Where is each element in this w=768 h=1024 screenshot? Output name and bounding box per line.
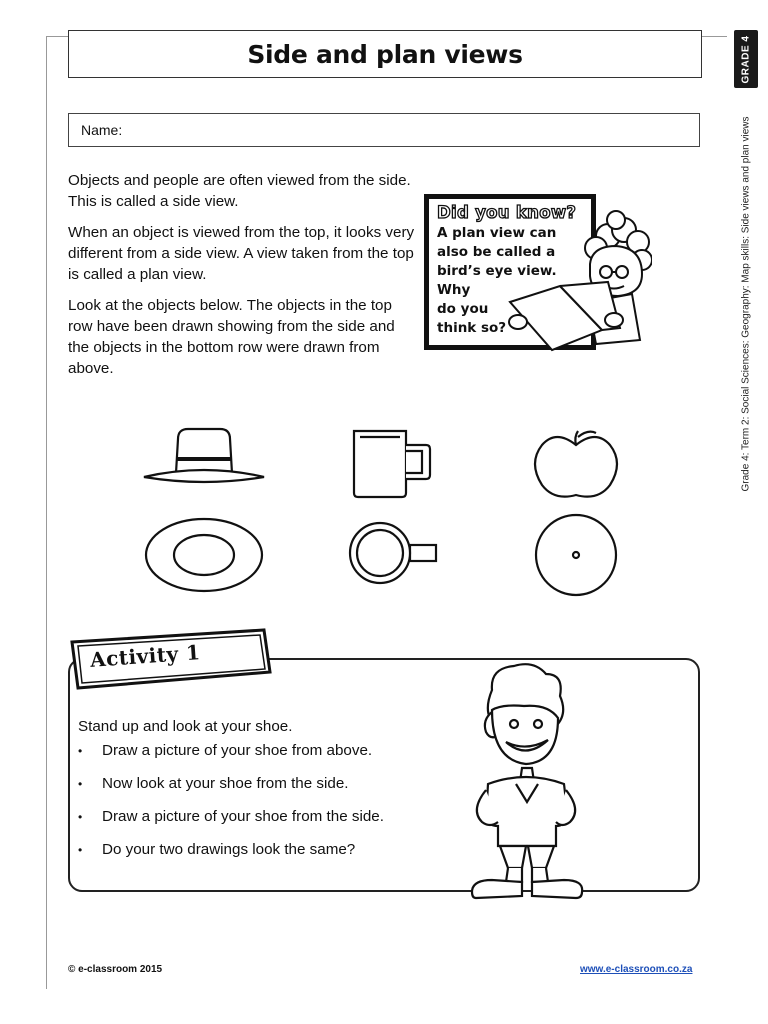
did-you-know-line: do you: [437, 301, 489, 317]
objects-illustration: [130, 415, 650, 605]
list-item-text: Now look at your shoe from the side.: [102, 775, 349, 792]
bullet-icon: •: [78, 843, 83, 857]
did-you-know-line: think so?: [437, 320, 507, 336]
list-item: [78, 775, 384, 808]
list-item: [78, 808, 384, 841]
intro-paragraph: Objects and people are often viewed from the side. This is called a side view.: [68, 172, 411, 210]
did-you-know-line: Why: [437, 282, 471, 298]
side-note: [738, 98, 754, 510]
footer-copyright: © e-classroom 2015: [68, 964, 163, 975]
did-you-know-heading: Did you know?: [437, 203, 577, 222]
list-item-text: Draw a picture of your shoe from the side.: [102, 808, 384, 825]
mug-side-icon: [354, 431, 430, 497]
list-item: [78, 841, 384, 874]
did-you-know-line: bird’s eye view.: [437, 263, 557, 279]
title-box: [68, 30, 702, 78]
hat-plan-icon: [146, 519, 262, 591]
name-field[interactable]: [68, 113, 700, 147]
activity-title: Activity 1: [89, 640, 202, 672]
did-you-know-line: A plan view can: [437, 225, 557, 241]
apple-plan-icon: [536, 515, 616, 595]
bullet-icon: •: [78, 810, 83, 824]
intro-paragraph: Look at the objects below. The objects in the top row have been drawn showing from the side and the objects in the bottom row were drawn from above.: [68, 297, 395, 377]
activity-list: [78, 742, 384, 874]
activity-label: [68, 628, 272, 690]
apple-side-icon: [535, 431, 617, 497]
grade-tab-label: GRADE 4: [740, 35, 752, 83]
bullet-icon: •: [78, 744, 83, 758]
intro-text: [68, 170, 418, 389]
list-item: [78, 742, 384, 775]
name-label: Name:: [81, 122, 123, 138]
list-item-text: Do your two drawings look the same?: [102, 841, 356, 858]
did-you-know-line: also be called a: [437, 244, 556, 260]
activity-intro: Stand up and look at your shoe.: [78, 718, 293, 735]
list-item-text: Draw a picture of your shoe from above.: [102, 742, 373, 759]
boy-character-icon: [452, 660, 602, 905]
bullet-icon: •: [78, 777, 83, 791]
page-title: Side and plan views: [247, 39, 523, 69]
footer-url-link[interactable]: www.e-classroom.co.za: [580, 964, 693, 975]
hat-side-icon: [144, 429, 264, 482]
mug-plan-icon: [350, 523, 436, 583]
grade-tab: [734, 30, 758, 88]
side-note-text: Grade 4: Term 2: Social Sciences: Geography: Map skills: Side views and plan views: [740, 116, 752, 492]
reading-girl-icon: [420, 190, 652, 386]
intro-paragraph: When an object is viewed from the top, it looks very different from a side view. A view taken from the top is called a plan view.: [68, 224, 415, 283]
did-you-know-box: [420, 190, 652, 386]
